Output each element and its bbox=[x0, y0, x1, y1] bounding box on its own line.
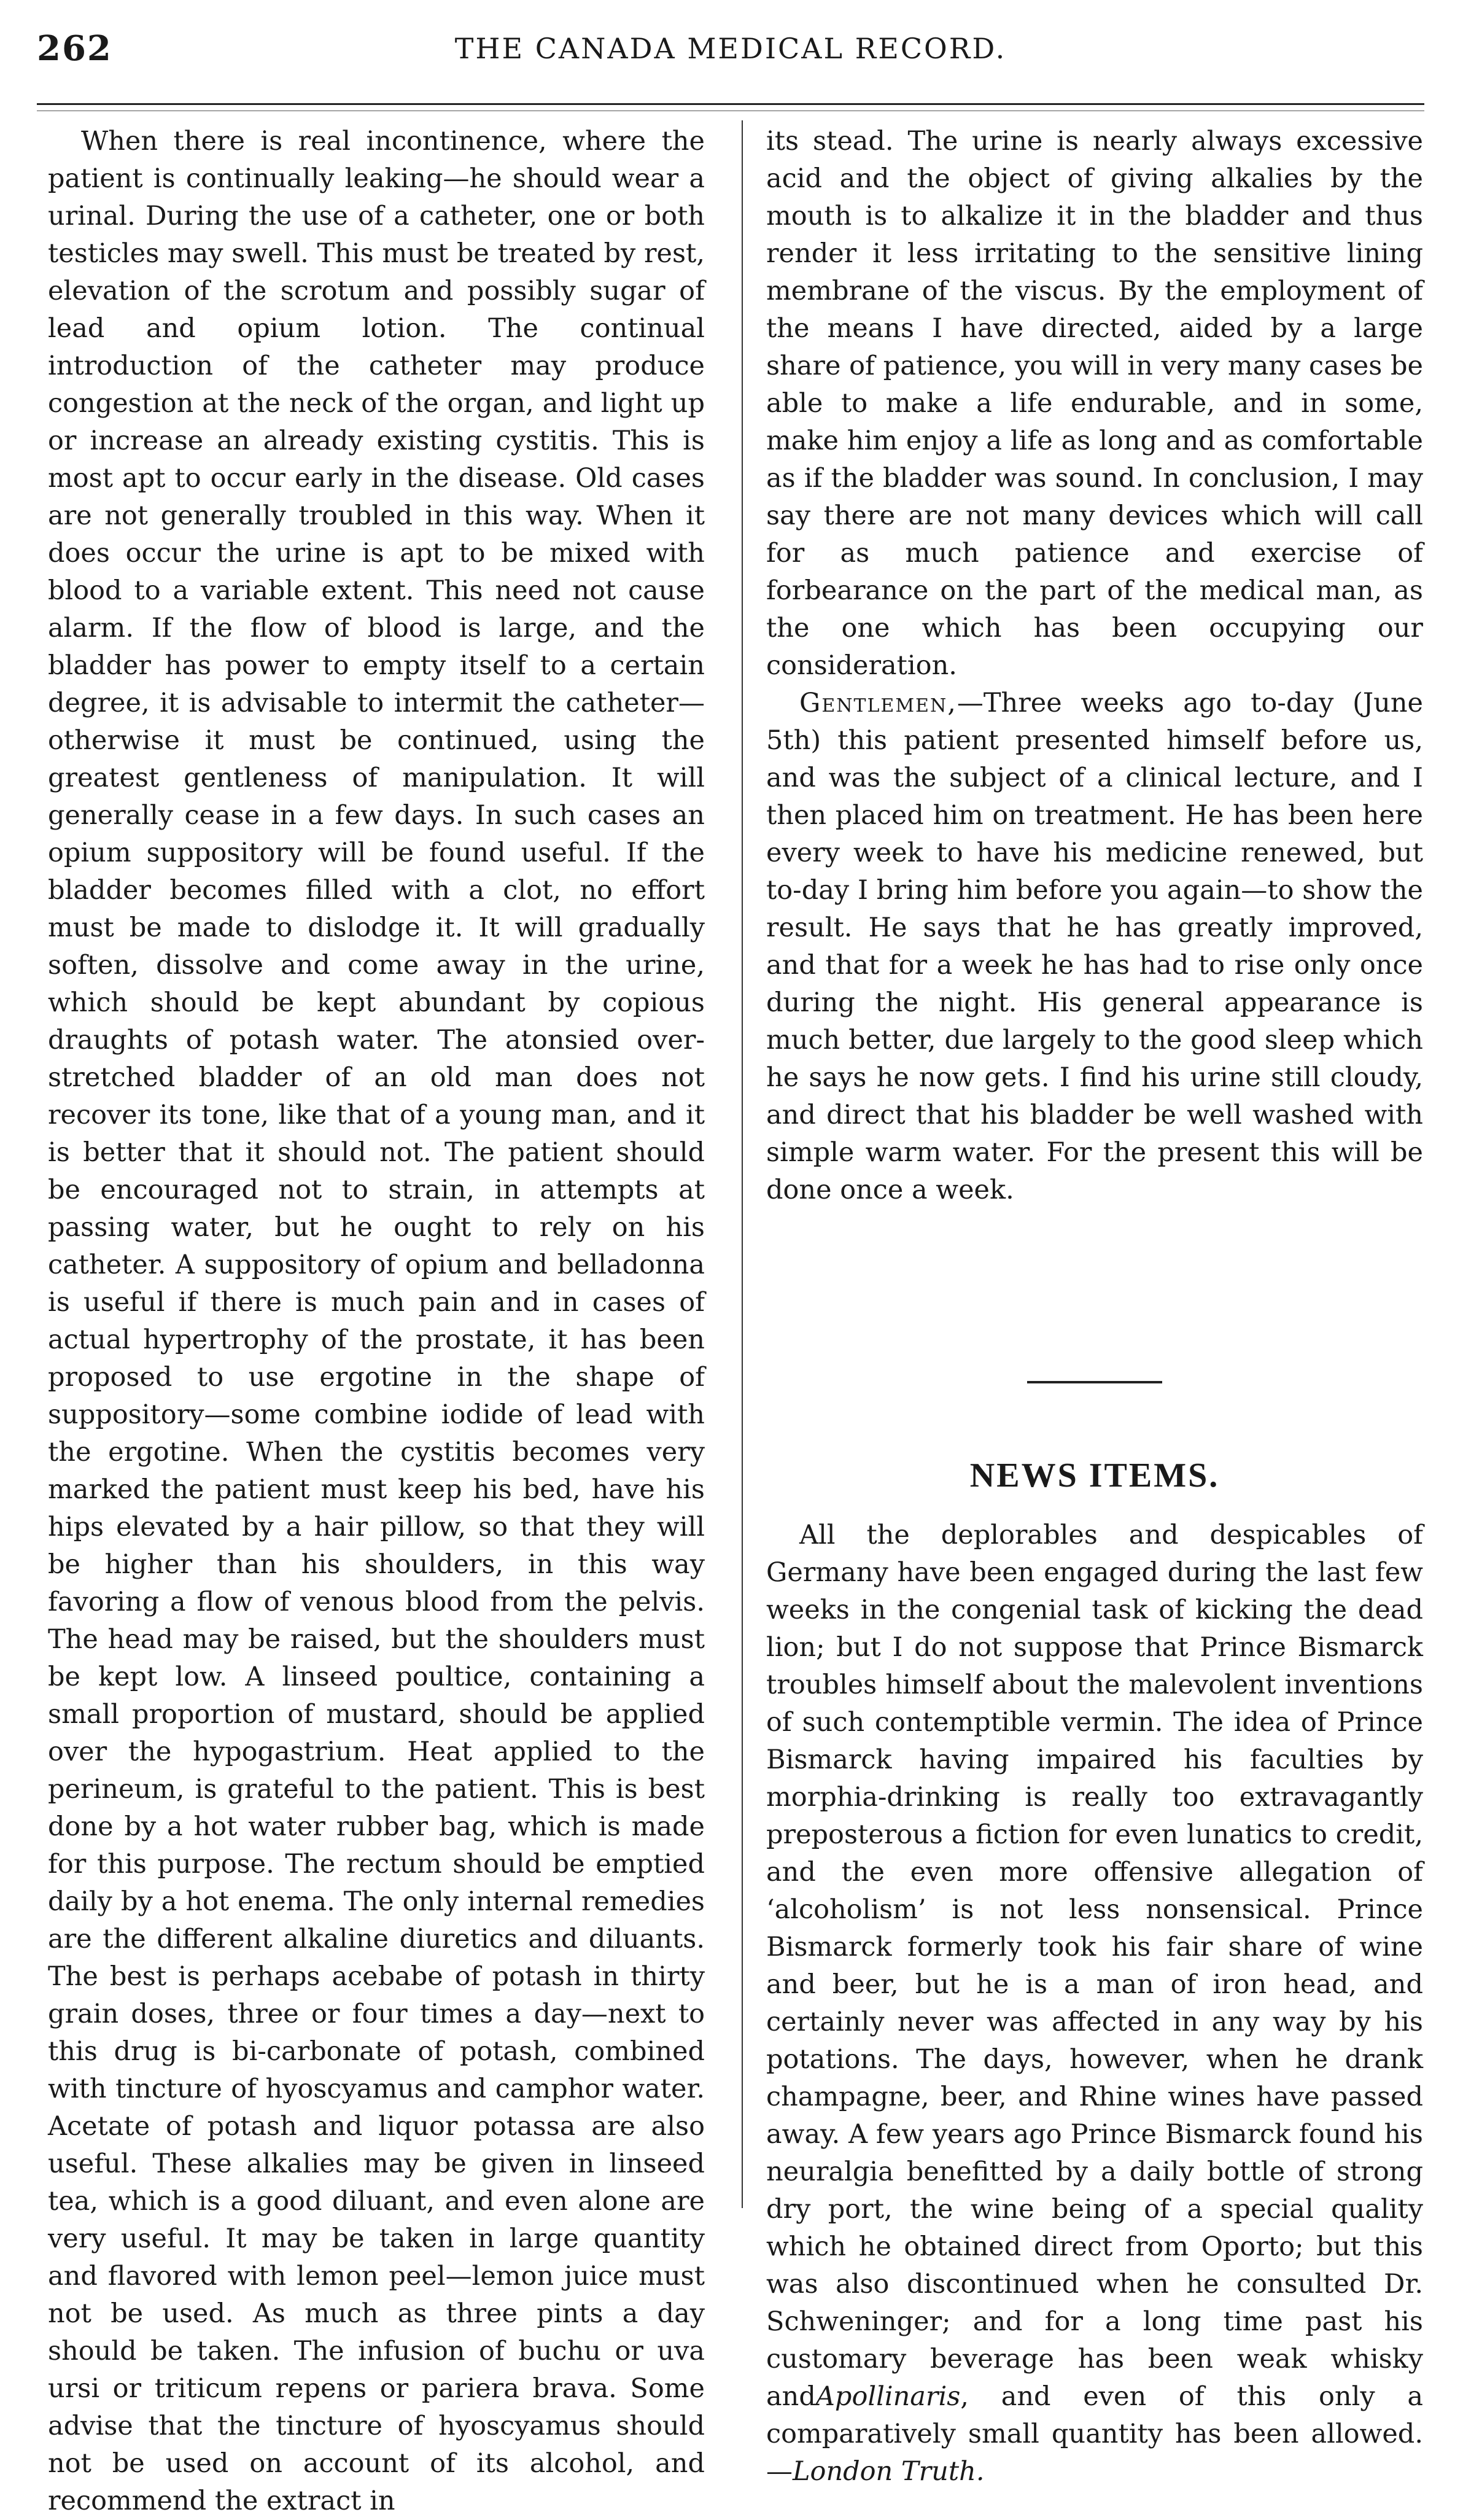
section-divider bbox=[1027, 1381, 1162, 1383]
right-paragraph-2-body: —Three weeks ago to-day (June 5th) this patient presented himself before us, and was the subject of a clinical lecture, and I then placed him on treatment. He has been here every week to have his medicine renewed, but to-day I bring him before you again—to show the result. He says that he has greatly improved, and that for a week he has had to rise only once during the night. His general appearance is much better, due largely to the good sleep which he says he now gets. I find his urine still cloudy, and direct that his bladder be well washed with simple warm water. For the present this will be done once a week. bbox=[766, 688, 1423, 1205]
news-items-heading: NEWS ITEMS. bbox=[969, 1456, 1220, 1495]
header-rule bbox=[37, 103, 1424, 105]
column-divider bbox=[742, 120, 743, 2208]
running-title: THE CANADA MEDICAL RECORD. bbox=[454, 32, 1007, 65]
left-column bbox=[48, 123, 705, 2516]
salutation: Gentlemen, bbox=[799, 688, 957, 718]
news-paragraph bbox=[766, 1517, 1423, 2491]
left-column-text: When there is real incontinence, where the patient is continually leaking—he should wear a urinal. During the use of a catheter, one or both testicles may swell. This must be treated by rest, elevation of the scrotum and possibly sugar of lead and opium lotion. The continual introduction of the catheter may produce congestion at the neck of the organ, and light up or increase an already existing cystitis. This is most apt to occur early in the disease. Old cases are not generally troubled in this way. When it does occur the urine is apt to be mixed with blood to a variable extent. This need not cause alarm. If the flow of blood is large, and the bladder has power to empty itself to a certain degree, it is advisable to intermit the catheter—otherwise it must be continued, using the greatest gentleness of manipulation. It will generally cease in a few days. In such cases an opium suppository will be found useful. If the bladder becomes filled with a clot, no effort must be made to dislodge it. It will gradually soften, dissolve and come away in the urine, which should be kept abundant by copious draughts of potash water. The atonsied over-stretched bladder of an old man does not recover its tone, like that of a young man, and it is better that it should not. The patient should be encouraged not to strain, in attempts at passing water, but he ought to rely on his catheter. A suppository of opium and belladonna is useful if there is much pain and in cases of actual hypertrophy of the prostate, it has been proposed to use ergotine in the shape of suppository—some combine iodide of lead with the ergotine. When the cystitis becomes very marked the patient must keep his bed, have his hips elevated by a hair pillow, so that they will be higher than his shoulders, in this way favoring a flow of venous blood from the pelvis. The head may be raised, but the shoulders must be kept low. A linseed poultice, containing a small proportion of mustard, should be applied over the hypogastrium. Heat applied to the perineum, is grateful to the patient. This is best done by a hot water rubber bag, which is made for this purpose. The rectum should be emptied daily by a hot enema. The only internal remedies are the different alkaline diuretics and diluants. The best is perhaps acebabe of potash in thirty grain doses, three or four times a day—next to this drug is bi-carbonate of potash, combined with tincture of hyoscyamus and camphor water. Acetate of potash and liquor potassa are also useful. These alkalies may be given in linseed tea, which is a good diluant, and even alone are very useful. It may be taken in large quantity and flavored with lemon peel—lemon juice must not be used. As much as three pints a day should be taken. The infusion of buchu or uva ursi or triticum repens or pariera brava. Some advise that the tincture of hyoscyamus should not be used on account of its alcohol, and recommend the extract in bbox=[48, 126, 705, 2516]
right-column bbox=[766, 123, 1423, 2487]
news-italic-word: Apollinaris bbox=[815, 2381, 961, 2412]
news-paragraph-tail: , and even of this only a comparatively small quantity has been allowed.— bbox=[766, 2381, 1423, 2487]
page-header bbox=[37, 23, 1424, 72]
right-paragraph-1: its stead. The urine is nearly always excessive acid and the object of giving alkalies by the mouth is to alkalize it in the bladder and thus render it less irritating to the sensitive lining membrane of the viscus. By the employment of the means I have directed, aided by a large share of patience, you will in very many cases be able to make a life endurable, and in some, make him enjoy a life as long and as comfortable as if the bladder was sound. In conclusion, I may say there are not many devices which will call for as much patience and exercise of forbearance on the part of the medical man, as the one which has been occupying our consideration. bbox=[766, 126, 1423, 681]
right-paragraph-2 bbox=[766, 685, 1423, 1209]
news-source: London Truth. bbox=[793, 2456, 985, 2487]
page-number: 262 bbox=[37, 28, 112, 69]
news-paragraph-body: All the deplorables and despicables of Germany have been engaged during the last few weeks in the congenial task of kicking the dead lion; but I do not suppose that Prince Bismarck troubles himself about the malevolent inventions of such contemptible vermin. The idea of Prince Bismarck having impaired his faculties by morphia-drinking is really too extravagantly preposterous a fiction for even lunatics to credit, and the even more offensive allegation of ‘alcoholism’ is not less nonsensical. Prince Bismarck formerly took his fair share of wine and beer, but he is a man of iron head, and certainly never was affected in any way by his potations. The days, however, when he drank champagne, beer, and Rhine wines have passed away. A few years ago Prince Bismarck found his neuralgia benefitted by a daily bottle of strong dry port, the wine being of a special quality which he obtained direct from Oporto; but this was also discontinued when he consulted Dr. Schweninger; and for a long time past his customary beverage has been weak whisky and bbox=[766, 1520, 1423, 2412]
